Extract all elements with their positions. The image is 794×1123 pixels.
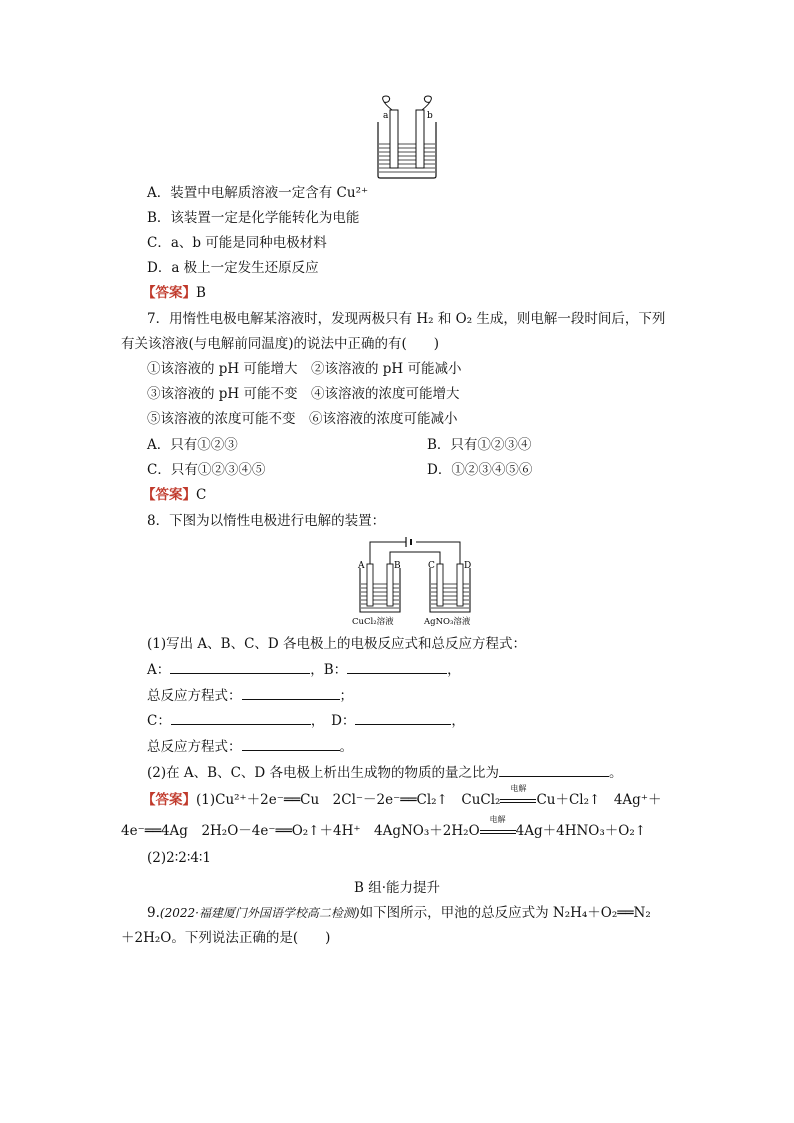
period: 。 [339, 739, 353, 755]
electrolysis-beaker-figure [372, 92, 442, 182]
answer-part: Cu＋Cl₂↑ 4Ag⁺＋ [536, 792, 662, 808]
q9-number: 9. [147, 905, 160, 921]
q7-statements-3: ⑤该溶液的浓度可能不变 ⑥该溶液的浓度可能减小 [147, 411, 458, 427]
q6-option-b: B．该装置一定是化学能转化为电能 [147, 210, 360, 226]
answer-tag: 【答案】 [142, 285, 196, 301]
comma: ， [451, 713, 465, 729]
condition-text: 电解 [489, 815, 506, 824]
q6-answer [142, 283, 206, 303]
label-d: ， D： [310, 713, 356, 729]
answer-tag: 【答案】 [142, 487, 196, 503]
q6-option-d: D．a 极上一定发生还原反应 [147, 260, 319, 276]
period: 。 [609, 765, 623, 781]
q8-part1-stem: (1)写出 A、B、C、D 各电极上的电极反应式和总反应方程式： [147, 636, 527, 652]
q9-stem-line2: ＋2H₂O。下列说法正确的是( ) [121, 930, 331, 946]
q7-answer [142, 485, 206, 505]
q9-stem-line1 [147, 903, 651, 923]
total-label: 总反应方程式： [147, 688, 242, 704]
electrode-label-A: A [358, 561, 365, 571]
q6-option-c: C．a、b 可能是同种电极材料 [147, 235, 327, 251]
q7-option-b: B．只有①②③④ [427, 437, 532, 453]
right-solution-label: AgNO₃溶液 [424, 617, 471, 627]
q6-option-a: A．装置中电解质溶液一定含有 Cu²⁺ [147, 185, 369, 201]
answer-part: (1)Cu²⁺＋2e⁻══Cu 2Cl⁻－2e⁻══Cl₂↑ CuCl₂ [196, 792, 501, 808]
answer-part: 4Ag＋4HNO₃＋O₂↑ [515, 823, 647, 839]
blank-total-2[interactable] [242, 736, 340, 751]
q9-source: (2022·福建厦门外国语学校高二检测) [159, 906, 360, 920]
total-label: 总反应方程式： [147, 739, 242, 755]
electrolysis-condition-arrow [500, 784, 536, 810]
q9-stem-text: 如下图所示，甲池的总反应式为 N₂H₄＋O₂══N₂ [359, 905, 651, 921]
blank-a[interactable] [170, 659, 310, 674]
q7-option-a: A．只有①②③ [147, 437, 238, 453]
blank-d[interactable] [355, 710, 451, 725]
q7-statements-1: ①该溶液的 pH 可能增大 ②该溶液的 pH 可能减小 [147, 361, 462, 377]
blank-b[interactable] [347, 659, 447, 674]
q7-option-c: C．只有①②③④⑤ [147, 462, 266, 478]
q8-answer-line2 [121, 815, 647, 841]
answer-tag: 【答案】 [142, 792, 196, 808]
answer-value: B [196, 285, 206, 301]
q8-blank-row-total1 [147, 685, 353, 706]
q7-statements-2: ③该溶液的 pH 可能不变 ④该溶液的浓度可能增大 [147, 386, 460, 402]
section-heading: B 组·能力提升 [353, 880, 440, 896]
q8-blank-row-ab [147, 659, 461, 680]
electrolysis-condition-arrow [480, 815, 516, 841]
q8-blank-row-cd [147, 710, 465, 731]
electrode-label-D: D [464, 561, 472, 571]
q8-stem: 8．下图为以惰性电极进行电解的装置： [147, 513, 386, 529]
blank-total-1[interactable] [242, 685, 340, 700]
electrode-label-B: B [394, 561, 401, 571]
q8-answer-line3: (2)2∶2∶4∶1 [147, 850, 212, 866]
answer-value: C [196, 487, 207, 503]
blank-c[interactable] [171, 710, 311, 725]
q8-blank-row-total2 [147, 736, 353, 757]
q7-option-d: D．①②③④⑤⑥ [427, 462, 533, 478]
left-solution-label: CuCl₂溶液 [352, 617, 394, 627]
q8-part2-stem [147, 762, 623, 783]
q7-stem-line2: 有关该溶液(与电解前同温度)的说法中正确的有( ) [121, 336, 440, 352]
answer-part: 4e⁻══4Ag 2H₂O－4e⁻══O₂↑＋4H⁺ 4AgNO₃＋2H₂O [121, 823, 480, 839]
label-b: ，B： [310, 662, 348, 678]
part2-text: (2)在 A、B、C、D 各电极上析出生成物的物质的量之比为 [147, 765, 500, 781]
blank-ratio[interactable] [499, 762, 609, 777]
condition-text: 电解 [510, 784, 527, 793]
semicolon: ； [339, 688, 353, 704]
electrode-label-a: a [383, 111, 389, 121]
label-a: A： [147, 662, 171, 678]
electrode-label-C: C [428, 561, 435, 571]
q7-stem-line1: 7．用惰性电极电解某溶液时，发现两极只有 H₂ 和 O₂ 生成，则电解一段时间后，下列 [147, 311, 666, 327]
electrode-label-b: b [427, 111, 433, 121]
q8-answer-line1 [142, 784, 662, 810]
label-c: C： [147, 713, 171, 729]
comma: ， [447, 662, 461, 678]
two-cell-electrolysis-figure [350, 534, 480, 628]
